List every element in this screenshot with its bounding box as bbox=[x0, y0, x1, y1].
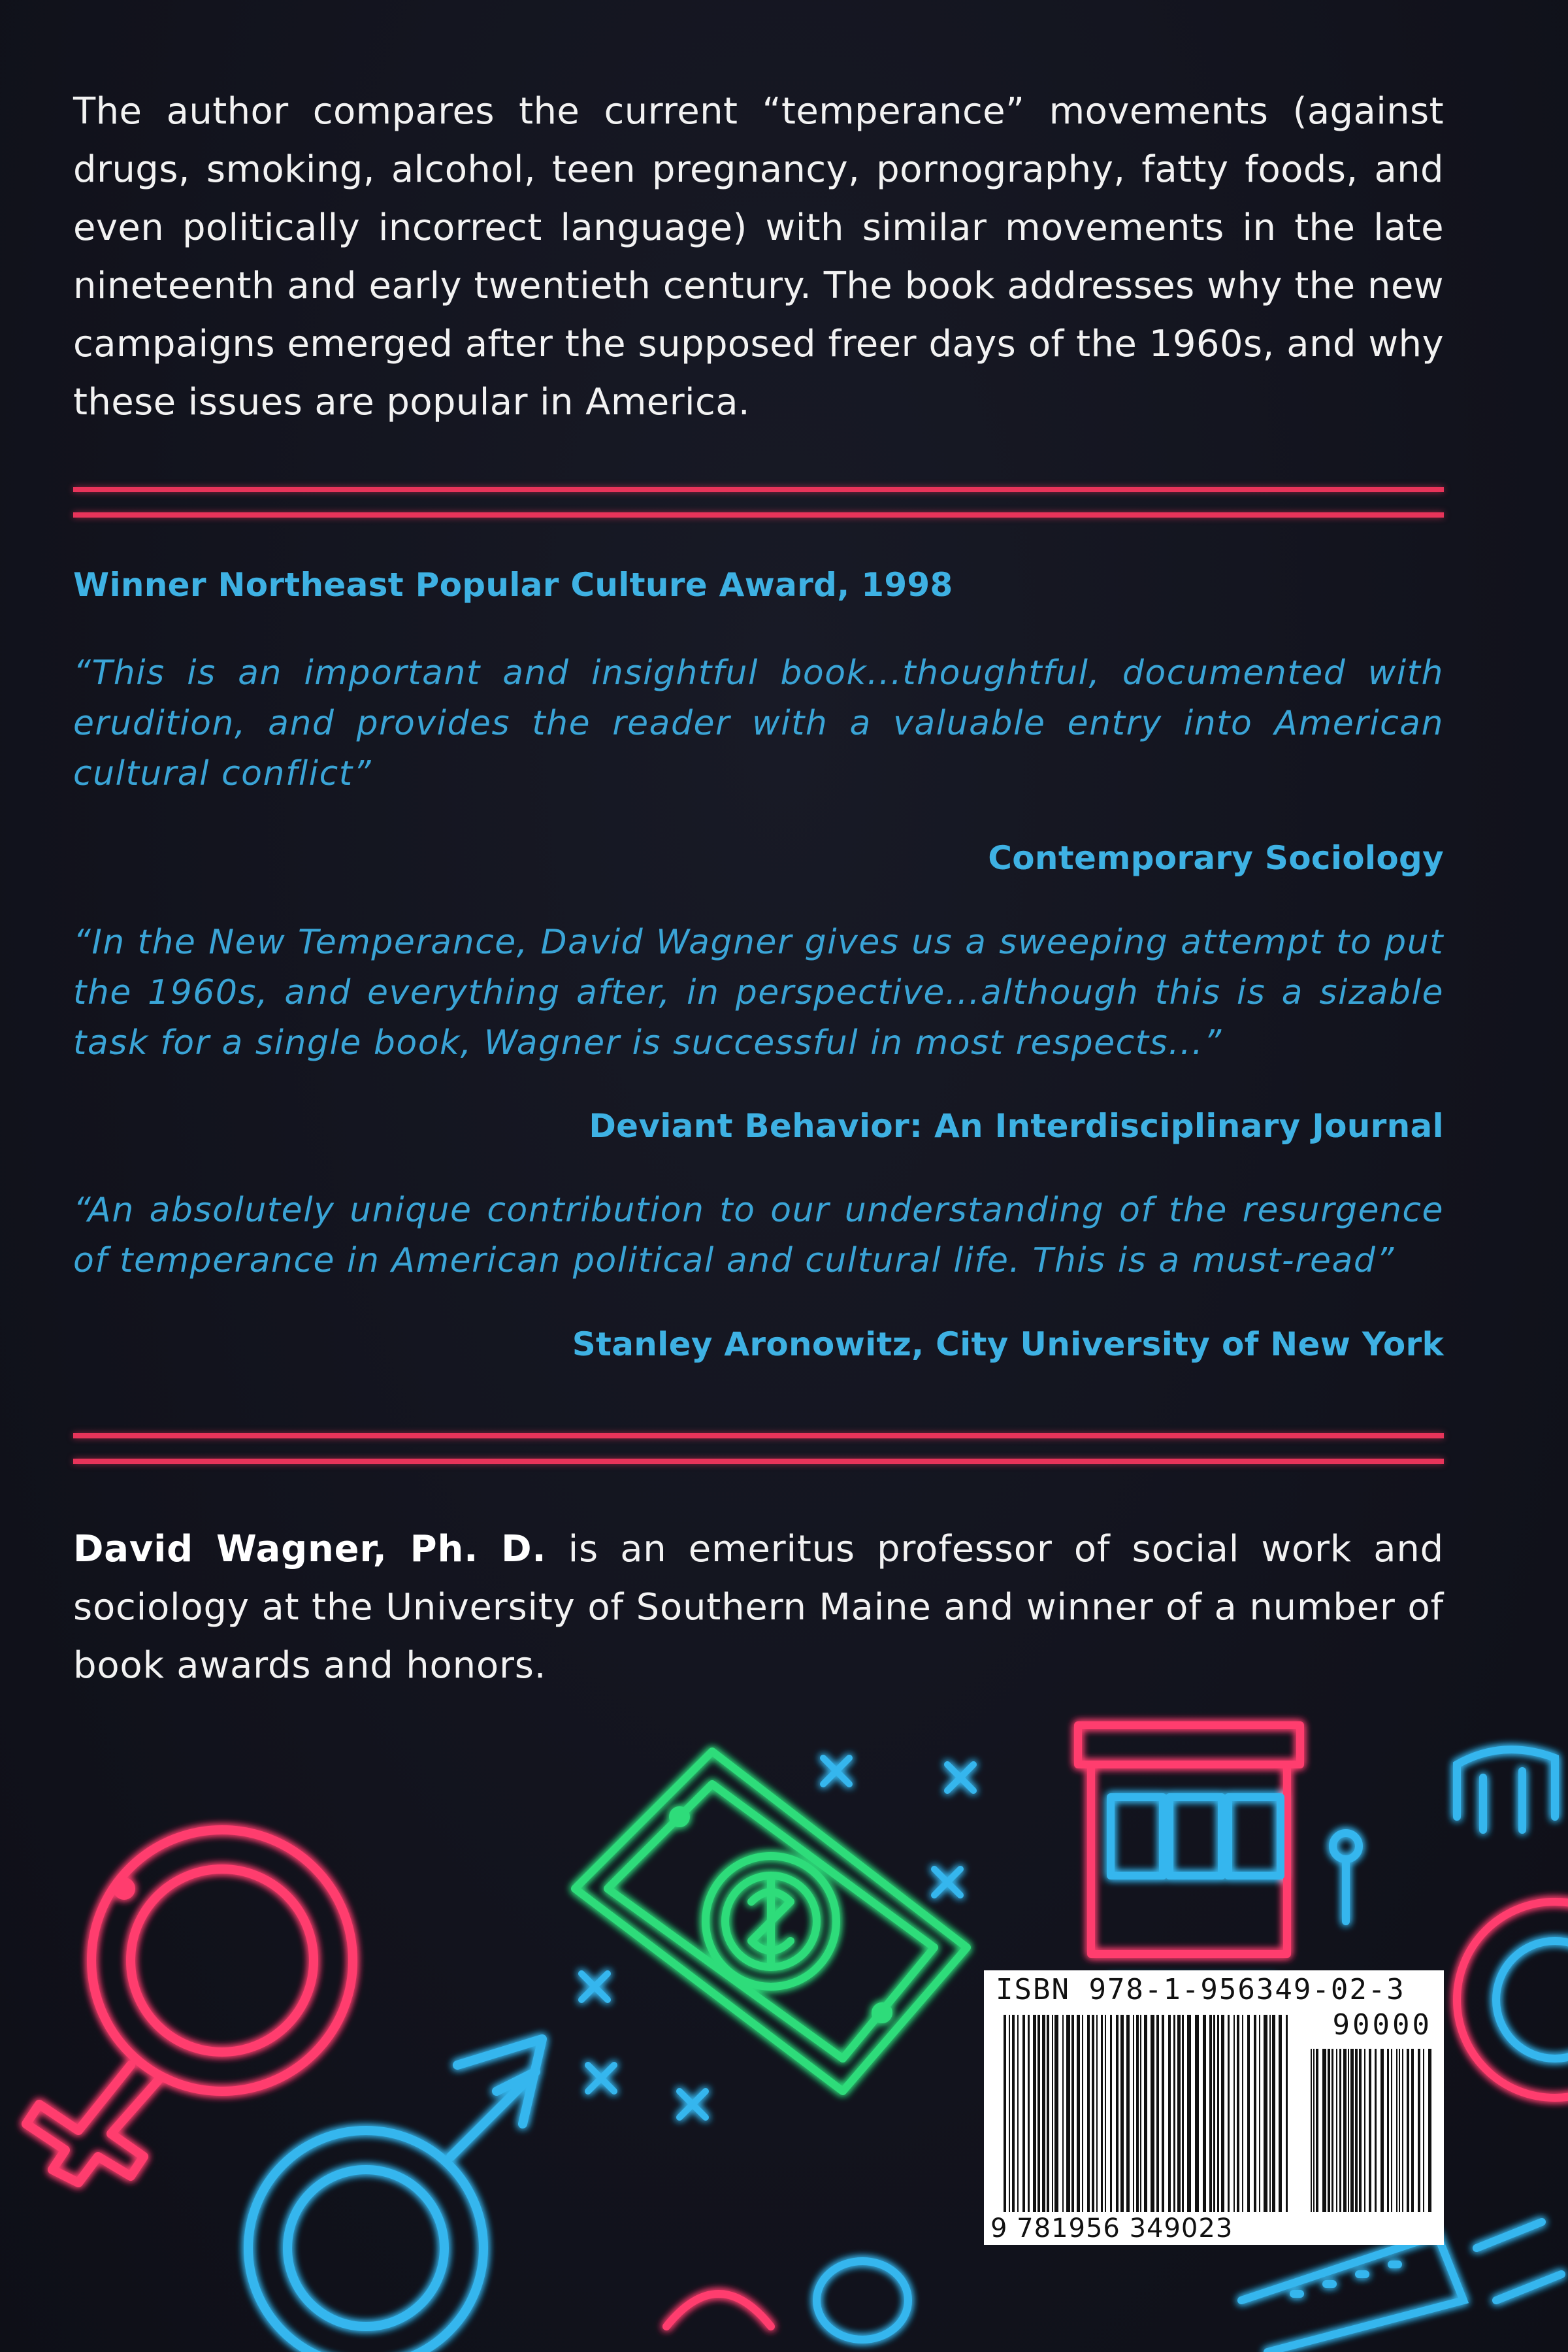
review-source-1: Contemporary Sociology bbox=[988, 839, 1444, 877]
barcode-bar bbox=[1316, 2049, 1318, 2212]
slot-machine-icon bbox=[1078, 1725, 1359, 1980]
barcode-bars bbox=[984, 1970, 1444, 2245]
barcode-bar bbox=[1380, 2049, 1384, 2212]
divider-top-1 bbox=[73, 487, 1444, 492]
barcode-bar bbox=[1396, 2049, 1397, 2212]
barcode-bar bbox=[1355, 2049, 1358, 2212]
barcode-bar bbox=[1247, 2015, 1250, 2212]
author-name: David Wagner, Ph. D. bbox=[73, 1528, 547, 1570]
barcode-bar bbox=[1120, 2015, 1124, 2212]
barcode-bar bbox=[1037, 2015, 1040, 2212]
barcode-bar bbox=[1116, 2015, 1119, 2212]
barcode-bar bbox=[1077, 2015, 1080, 2212]
barcode-bar bbox=[1062, 2015, 1064, 2212]
barcode-bar bbox=[1264, 2015, 1267, 2212]
barcode-bar bbox=[1140, 2015, 1141, 2212]
barcode-bar bbox=[1313, 2049, 1315, 2212]
barcode-bar bbox=[1391, 2049, 1392, 2212]
barcode-bar bbox=[1173, 2015, 1175, 2212]
isbn-label: ISBN 978-1-956349-02-3 bbox=[996, 1973, 1405, 2006]
barcode-bar bbox=[1110, 2015, 1112, 2212]
barcode-bar bbox=[1133, 2015, 1134, 2212]
barcode-bar bbox=[1343, 2049, 1347, 2212]
money-bill-icon bbox=[575, 1751, 967, 2091]
barcode-bar bbox=[1096, 2015, 1098, 2212]
pill-icon bbox=[666, 2261, 908, 2340]
barcode-bar bbox=[1213, 2015, 1215, 2212]
barcode-bar bbox=[1195, 2015, 1199, 2212]
barcode-bar bbox=[1136, 2015, 1139, 2212]
poker-chip-icon bbox=[1457, 1749, 1568, 2098]
price-code: 90000 bbox=[1332, 2008, 1432, 2042]
barcode-bar bbox=[1364, 2049, 1365, 2212]
barcode-bar bbox=[1279, 2015, 1282, 2212]
divider-bottom-1 bbox=[73, 1433, 1444, 1438]
divider-bottom-2 bbox=[73, 1459, 1444, 1464]
barcode-bar bbox=[1182, 2015, 1184, 2212]
barcode-bar bbox=[1286, 2015, 1288, 2212]
barcode-bar bbox=[1187, 2015, 1191, 2212]
review-quote-1: “This is an important and insightful book...thoughtful, documented with erudition, and provides the reader with a valuable entry into American cultural conflict” bbox=[73, 654, 1444, 793]
female-symbol-icon bbox=[26, 1830, 353, 2183]
barcode-bar bbox=[1221, 2015, 1224, 2212]
barcode-bar bbox=[1203, 2015, 1206, 2212]
barcode-bar bbox=[1071, 2015, 1074, 2212]
book-description: The author compares the current “temperance” movements (against drugs, smoking, alcohol, teen pregnancy, pornography, fatty foods, and even politically incorrect language) with similar movements in the late nineteenth and early twentieth century. The book addresses why the new campaigns emerged after the supposed freer days of the 1960s, and why these issues are popular in America. bbox=[73, 90, 1444, 423]
barcode-bar bbox=[1322, 2049, 1326, 2212]
barcode-bar bbox=[1348, 2049, 1349, 2212]
barcode-bar bbox=[1042, 2015, 1045, 2212]
barcode-bar bbox=[1369, 2049, 1371, 2212]
barcode-bar bbox=[1105, 2015, 1106, 2212]
barcode-bar bbox=[1217, 2015, 1219, 2212]
barcode-bar bbox=[1328, 2049, 1330, 2212]
barcode-bar bbox=[1336, 2049, 1337, 2212]
barcode-bar bbox=[1402, 2049, 1403, 2212]
barcode-bar bbox=[1375, 2049, 1377, 2212]
barcode-bar bbox=[1022, 2015, 1025, 2212]
barcode-bar bbox=[1009, 2015, 1010, 2212]
review-source-3: Stanley Aronowitz, City University of New York bbox=[572, 1325, 1444, 1363]
barcode-bar bbox=[1237, 2015, 1239, 2212]
barcode-bar bbox=[1092, 2015, 1094, 2212]
barcode-bar bbox=[1423, 2049, 1424, 2212]
barcode-bar bbox=[1162, 2015, 1164, 2212]
barcode-bar bbox=[1209, 2015, 1212, 2212]
review-source-2: Deviant Behavior: An Interdisciplinary Journal bbox=[589, 1107, 1444, 1145]
barcode-bar bbox=[1242, 2015, 1243, 2212]
barcode-bar bbox=[1012, 2015, 1015, 2212]
divider-top-2 bbox=[73, 512, 1444, 518]
barcode-bar bbox=[1311, 2049, 1312, 2212]
barcode-bar bbox=[1259, 2015, 1260, 2212]
barcode-bar bbox=[1339, 2049, 1341, 2212]
barcode-bar bbox=[1428, 2049, 1431, 2212]
barcode-bar bbox=[1272, 2015, 1275, 2212]
barcode-bar bbox=[1168, 2015, 1171, 2212]
barcode-bar bbox=[1177, 2015, 1181, 2212]
author-bio-text: is an emeritus professor of social work and sociology at the University of Southern Maine and winner of a number of book awards and honors. bbox=[73, 1528, 1444, 1687]
barcode-bar bbox=[1144, 2015, 1147, 2212]
barcode-bar bbox=[1359, 2049, 1362, 2212]
barcode-bar bbox=[1017, 2015, 1019, 2212]
barcode-bar bbox=[1082, 2015, 1083, 2212]
barcode-bar bbox=[1028, 2015, 1030, 2212]
barcode-bar bbox=[1407, 2049, 1409, 2212]
barcode-bar bbox=[1004, 2015, 1006, 2212]
barcode-bar bbox=[1052, 2015, 1053, 2212]
isbn-barcode bbox=[984, 1970, 1444, 2245]
barcode-bar bbox=[1054, 2015, 1058, 2212]
barcode-bar bbox=[1233, 2015, 1235, 2212]
review-quote-3: “An absolutely unique contribution to our understanding of the resurgence of temperance in American political and cultural life. This is a must-read” bbox=[73, 1191, 1444, 1280]
barcode-bar bbox=[1087, 2015, 1090, 2212]
barcode-bar bbox=[1047, 2015, 1049, 2212]
male-symbol-icon bbox=[248, 2039, 542, 2352]
barcode-bar bbox=[1387, 2049, 1389, 2212]
barcode-bar bbox=[1033, 2015, 1036, 2212]
author-bio bbox=[73, 1520, 1444, 1695]
barcode-bar bbox=[1331, 2049, 1333, 2212]
barcode-bar bbox=[1126, 2015, 1130, 2212]
ean-digits: 9 781956 349023 bbox=[990, 2213, 1233, 2244]
barcode-bar bbox=[1151, 2015, 1154, 2212]
barcode-bar bbox=[1066, 2015, 1070, 2212]
barcode-bar bbox=[1254, 2015, 1256, 2212]
barcode-bar bbox=[1418, 2049, 1420, 2212]
barcode-bar bbox=[1228, 2015, 1230, 2212]
barcode-bar bbox=[1269, 2015, 1271, 2212]
barcode-bar bbox=[1399, 2049, 1400, 2212]
barcode-bar bbox=[1101, 2015, 1103, 2212]
barcode-bar bbox=[1350, 2049, 1354, 2212]
barcode-bar bbox=[1156, 2015, 1159, 2212]
review-quote-2: “In the New Temperance, David Wagner gives us a sweeping attempt to put the 1960s, and everything after, in perspective...although this is a sizable task for a single book, Wagner is successful in most respects...” bbox=[73, 923, 1444, 1063]
barcode-bar bbox=[1411, 2049, 1414, 2212]
award-line: Winner Northeast Popular Culture Award, 1998 bbox=[73, 566, 953, 604]
